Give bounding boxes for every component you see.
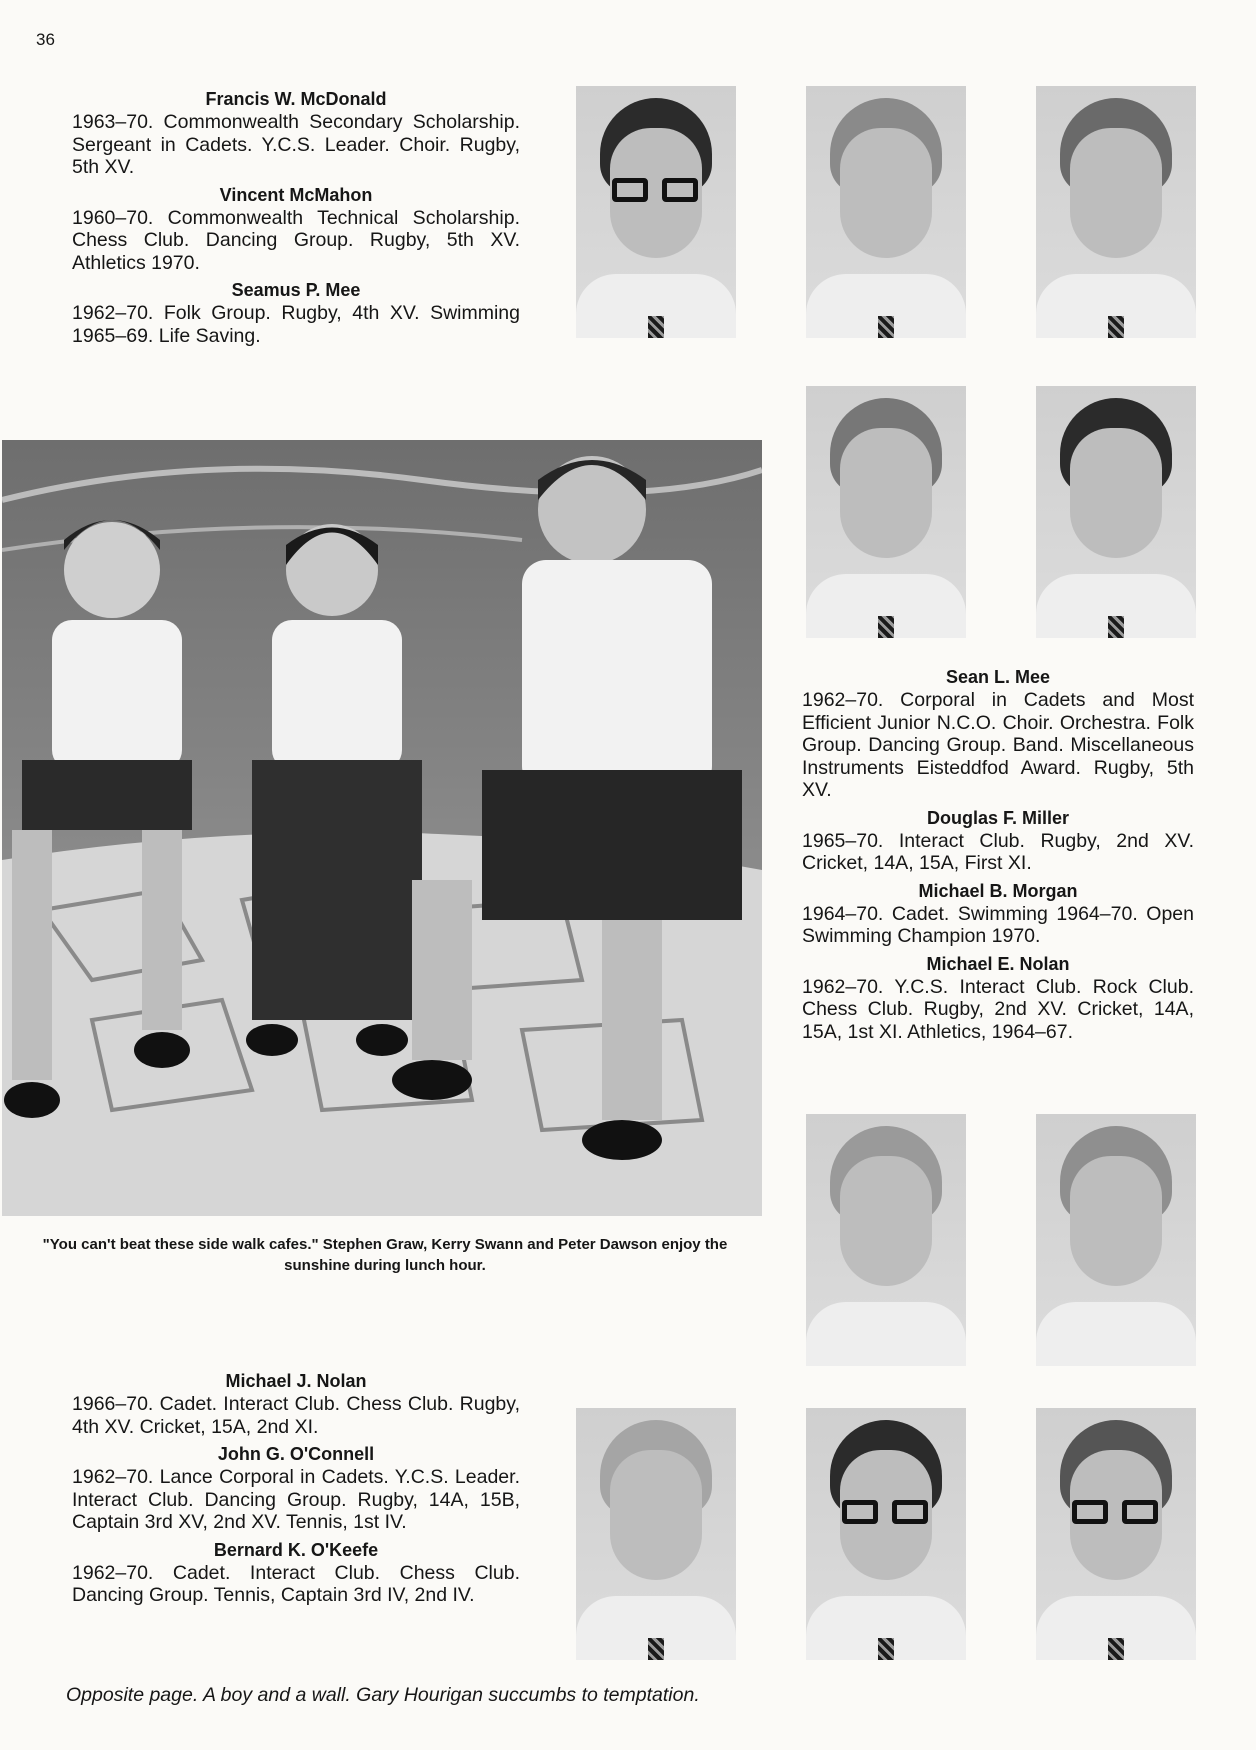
student-portrait bbox=[806, 1114, 966, 1366]
student-portrait bbox=[576, 1408, 736, 1660]
student-name: John G. O'Connell bbox=[217, 1444, 375, 1464]
group-photo bbox=[2, 440, 762, 1216]
student-record: 1962–70. Cadet. Interact Club. Chess Club. Dancing Group. Tennis, Captain 3rd IV, 2nd IV. bbox=[72, 1561, 520, 1606]
group-photo-illustration bbox=[2, 440, 762, 1216]
glasses-icon bbox=[1072, 1500, 1160, 1526]
student-portrait bbox=[806, 1408, 966, 1660]
bio-entry bbox=[72, 1370, 520, 1438]
bio-entry bbox=[802, 880, 1194, 948]
glasses-icon bbox=[842, 1500, 930, 1526]
bio-entry bbox=[802, 807, 1194, 875]
bio-entry bbox=[72, 279, 520, 347]
student-record: 1966–70. Cadet. Interact Club. Chess Club. Rugby, 4th XV. Cricket, 15A, 2nd XI. bbox=[72, 1393, 520, 1438]
student-name: Seamus P. Mee bbox=[231, 280, 361, 300]
page-number: 36 bbox=[36, 30, 55, 49]
student-portrait bbox=[1036, 86, 1196, 338]
student-name: Douglas F. Miller bbox=[926, 807, 1070, 828]
student-name: Sean L. Mee bbox=[945, 667, 1051, 687]
student-record: 1963–70. Commonwealth Secondary Scholarship. Sergeant in Cadets. Y.C.S. Leader. Choir. Rugby, 5th XV. bbox=[72, 111, 520, 178]
student-name: Michael J. Nolan bbox=[225, 1371, 367, 1391]
student-name: Michael B. Morgan bbox=[918, 880, 1078, 901]
student-portrait bbox=[1036, 1408, 1196, 1660]
student-record: 1962–70. Y.C.S. Interact Club. Rock Club. Chess Club. Rugby, 2nd XV. Cricket, 14A, 15A, 1st XI. Athletics, 1964–67. bbox=[802, 975, 1194, 1043]
bio-block-right bbox=[802, 666, 1194, 1048]
glasses-icon bbox=[612, 178, 700, 204]
bio-block-top-left bbox=[72, 88, 520, 352]
bio-entry bbox=[802, 666, 1194, 802]
student-name: Michael E. Nolan bbox=[926, 953, 1070, 974]
student-record: 1960–70. Commonwealth Technical Scholarship. Chess Club. Dancing Group. Rugby, 5th XV. Athletics 1970. bbox=[72, 206, 520, 274]
student-portrait bbox=[1036, 386, 1196, 638]
bio-entry bbox=[72, 1443, 520, 1534]
student-name: Bernard K. O'Keefe bbox=[213, 1539, 379, 1560]
student-record: 1962–70. Corporal in Cadets and Most Efficient Junior N.C.O. Choir. Orchestra. Folk Group. Dancing Group. Band. Miscellaneous Instruments Eisteddfod Award. Rugby, 5th XV. bbox=[802, 689, 1194, 801]
student-name: Francis W. McDonald bbox=[205, 89, 387, 109]
student-portrait bbox=[576, 86, 736, 338]
footer-caption: Opposite page. A boy and a wall. Gary Hourigan succumbs to temptation. bbox=[66, 1684, 700, 1706]
bio-block-bottom-left bbox=[72, 1370, 520, 1612]
bio-entry bbox=[72, 88, 520, 179]
student-portrait bbox=[1036, 1114, 1196, 1366]
student-record: 1964–70. Cadet. Swimming 1964–70. Open Swimming Champion 1970. bbox=[802, 902, 1194, 947]
student-record: 1962–70. Lance Corporal in Cadets. Y.C.S. Leader. Interact Club. Dancing Group. Rugby, 14A, 15B, Captain 3rd XV, 2nd XV. Tennis, 1st IV. bbox=[72, 1466, 520, 1533]
student-record: 1962–70. Folk Group. Rugby, 4th XV. Swimming 1965–69. Life Saving. bbox=[72, 302, 520, 347]
photo-caption: "You can't beat these side walk cafes." Stephen Graw, Kerry Swann and Peter Dawson enjoy the sunshine during lunch hour. bbox=[42, 1236, 728, 1274]
bio-entry bbox=[802, 953, 1194, 1044]
student-portrait bbox=[806, 86, 966, 338]
student-name: Vincent McMahon bbox=[219, 184, 373, 205]
student-portrait bbox=[806, 386, 966, 638]
bio-entry bbox=[72, 184, 520, 275]
bio-entry bbox=[72, 1539, 520, 1607]
student-record: 1965–70. Interact Club. Rugby, 2nd XV. Cricket, 14A, 15A, First XI. bbox=[802, 829, 1194, 874]
